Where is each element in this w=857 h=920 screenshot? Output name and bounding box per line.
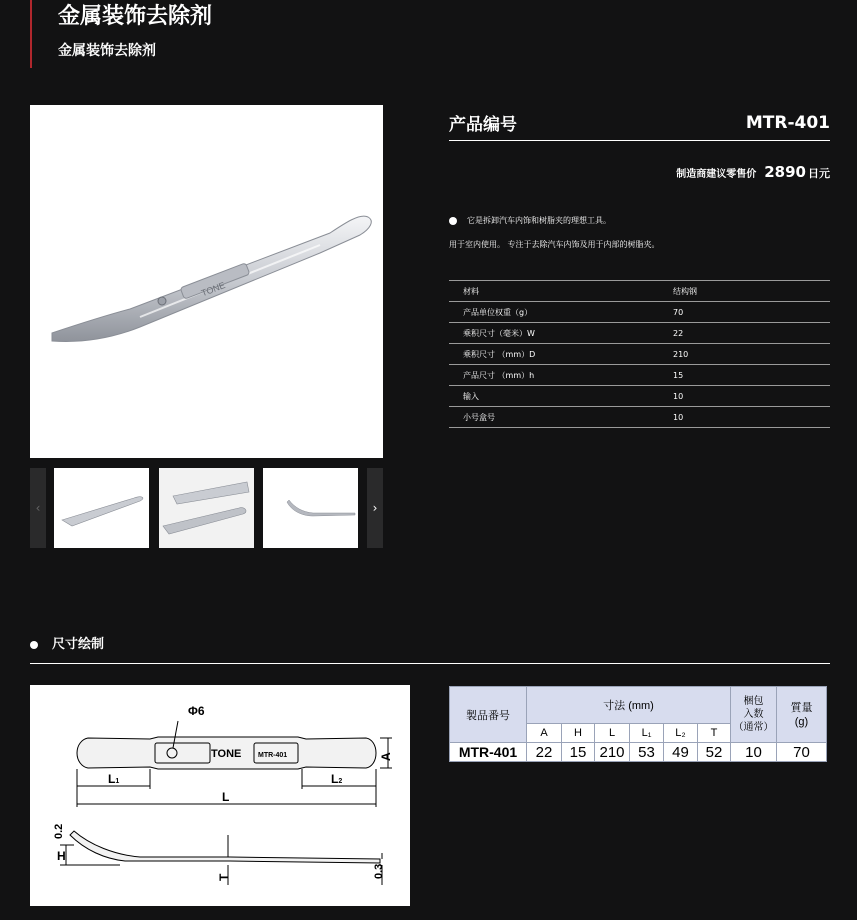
drawing-section-header xyxy=(30,636,830,664)
chevron-right-icon: › xyxy=(372,501,378,515)
page-title: 金属装饰去除剂 xyxy=(58,4,213,29)
thumbnail-2[interactable] xyxy=(159,468,254,548)
cell-l1: 53 xyxy=(630,743,664,762)
bullet-icon xyxy=(449,217,457,225)
dim-r02-label: 0.2 xyxy=(53,823,65,839)
dimension-table xyxy=(449,686,827,762)
dim-l-label: L xyxy=(222,790,230,804)
trim-remover-image xyxy=(30,105,383,458)
table-row xyxy=(450,743,827,762)
cell-h: 15 xyxy=(562,743,595,762)
product-number-label: 产品编号 xyxy=(449,115,517,135)
product-number-row xyxy=(449,105,830,141)
thumbnail-1[interactable] xyxy=(54,468,149,548)
spec-value: 22 xyxy=(661,323,830,344)
spec-label: 产品尺寸 （mm）h xyxy=(449,365,661,386)
cell-l2: 49 xyxy=(664,743,698,762)
feature-item xyxy=(449,215,830,226)
product-info xyxy=(449,105,830,428)
cell-pack: 10 xyxy=(731,743,777,762)
spec-value: 70 xyxy=(661,302,830,323)
cell-a: 22 xyxy=(527,743,562,762)
gallery-next-button[interactable] xyxy=(367,468,383,548)
spec-label: 材料 xyxy=(449,281,661,302)
dim-03-label: 0.3 xyxy=(373,863,385,879)
spec-value: 结构钢 xyxy=(661,281,830,302)
col-header-part: 製品番号 xyxy=(450,687,527,743)
table-row xyxy=(449,281,830,302)
dim-a-label: A xyxy=(379,752,393,761)
dim-l1-label: L1 xyxy=(108,772,120,786)
thumbnail-2-image xyxy=(159,468,254,548)
bullet-icon xyxy=(30,641,38,649)
col-header-size: 寸法 (mm) xyxy=(527,687,731,724)
cell-weight: 70 xyxy=(777,743,827,762)
col-header-l: L xyxy=(595,724,630,743)
spec-label: 产品单位权重（g） xyxy=(449,302,661,323)
table-row xyxy=(449,386,830,407)
spec-label: 乘积尺寸 （mm）D xyxy=(449,344,661,365)
thumbnail-gallery xyxy=(30,468,383,548)
phi-label: Φ6 xyxy=(188,704,205,718)
col-header-h: H xyxy=(562,724,595,743)
gallery-prev-button[interactable] xyxy=(30,468,46,548)
spec-value: 10 xyxy=(661,407,830,428)
price-row xyxy=(449,163,830,181)
col-header-weight: 質量 (g) xyxy=(777,687,827,743)
main-product-image[interactable] xyxy=(30,105,383,458)
feature-list xyxy=(449,215,830,250)
table-row xyxy=(449,323,830,344)
table-row xyxy=(449,407,830,428)
feature-text: 它是拆卸汽车内饰和树脂夹的理想工具。 xyxy=(467,216,611,225)
col-header-pack: 梱包 入数 （通常） xyxy=(731,687,777,743)
dim-l2-label: L2 xyxy=(331,772,343,786)
dimension-drawing xyxy=(30,685,410,906)
col-header-t: T xyxy=(698,724,731,743)
spec-value: 210 xyxy=(661,344,830,365)
chevron-left-icon: ‹ xyxy=(35,501,41,515)
table-row xyxy=(449,344,830,365)
price-value: 2890 xyxy=(764,163,806,181)
cell-t: 52 xyxy=(698,743,731,762)
table-row xyxy=(449,365,830,386)
price-unit: 日元 xyxy=(808,167,830,180)
page-subtitle: 金属装饰去除剂 xyxy=(58,43,156,59)
dim-h-label: H xyxy=(57,849,66,863)
dim-t-label: T xyxy=(217,873,231,881)
spec-label: 乘积尺寸（毫米）W xyxy=(449,323,661,344)
col-header-l1: L₁ xyxy=(630,724,664,743)
svg-text:TONE: TONE xyxy=(199,280,227,299)
thumbnail-3[interactable] xyxy=(263,468,358,548)
spec-table xyxy=(449,280,830,428)
col-header-a: A xyxy=(527,724,562,743)
model-label: MTR-401 xyxy=(258,752,288,759)
spec-value: 15 xyxy=(661,365,830,386)
cell-l: 210 xyxy=(595,743,630,762)
spec-value: 10 xyxy=(661,386,830,407)
dimension-drawing-svg xyxy=(30,685,410,906)
col-header-l2: L₂ xyxy=(664,724,698,743)
spec-label: 输入 xyxy=(449,386,661,407)
price-label: 制造商建议零售价 xyxy=(676,169,757,180)
usage-note: 用于室内使用。 专注于去除汽车内饰及用于内部的树脂夹。 xyxy=(449,240,660,249)
cell-part-number: MTR-401 xyxy=(450,743,527,762)
thumbnail-3-image xyxy=(263,468,358,548)
thumbnail-1-image xyxy=(54,468,149,548)
page-header xyxy=(30,0,212,68)
brand-label: TONE xyxy=(211,748,242,760)
product-number-value: MTR-401 xyxy=(745,112,830,133)
table-row xyxy=(449,302,830,323)
drawing-section-title: 尺寸绘制 xyxy=(52,637,105,652)
spec-label: 小号盒号 xyxy=(449,407,661,428)
